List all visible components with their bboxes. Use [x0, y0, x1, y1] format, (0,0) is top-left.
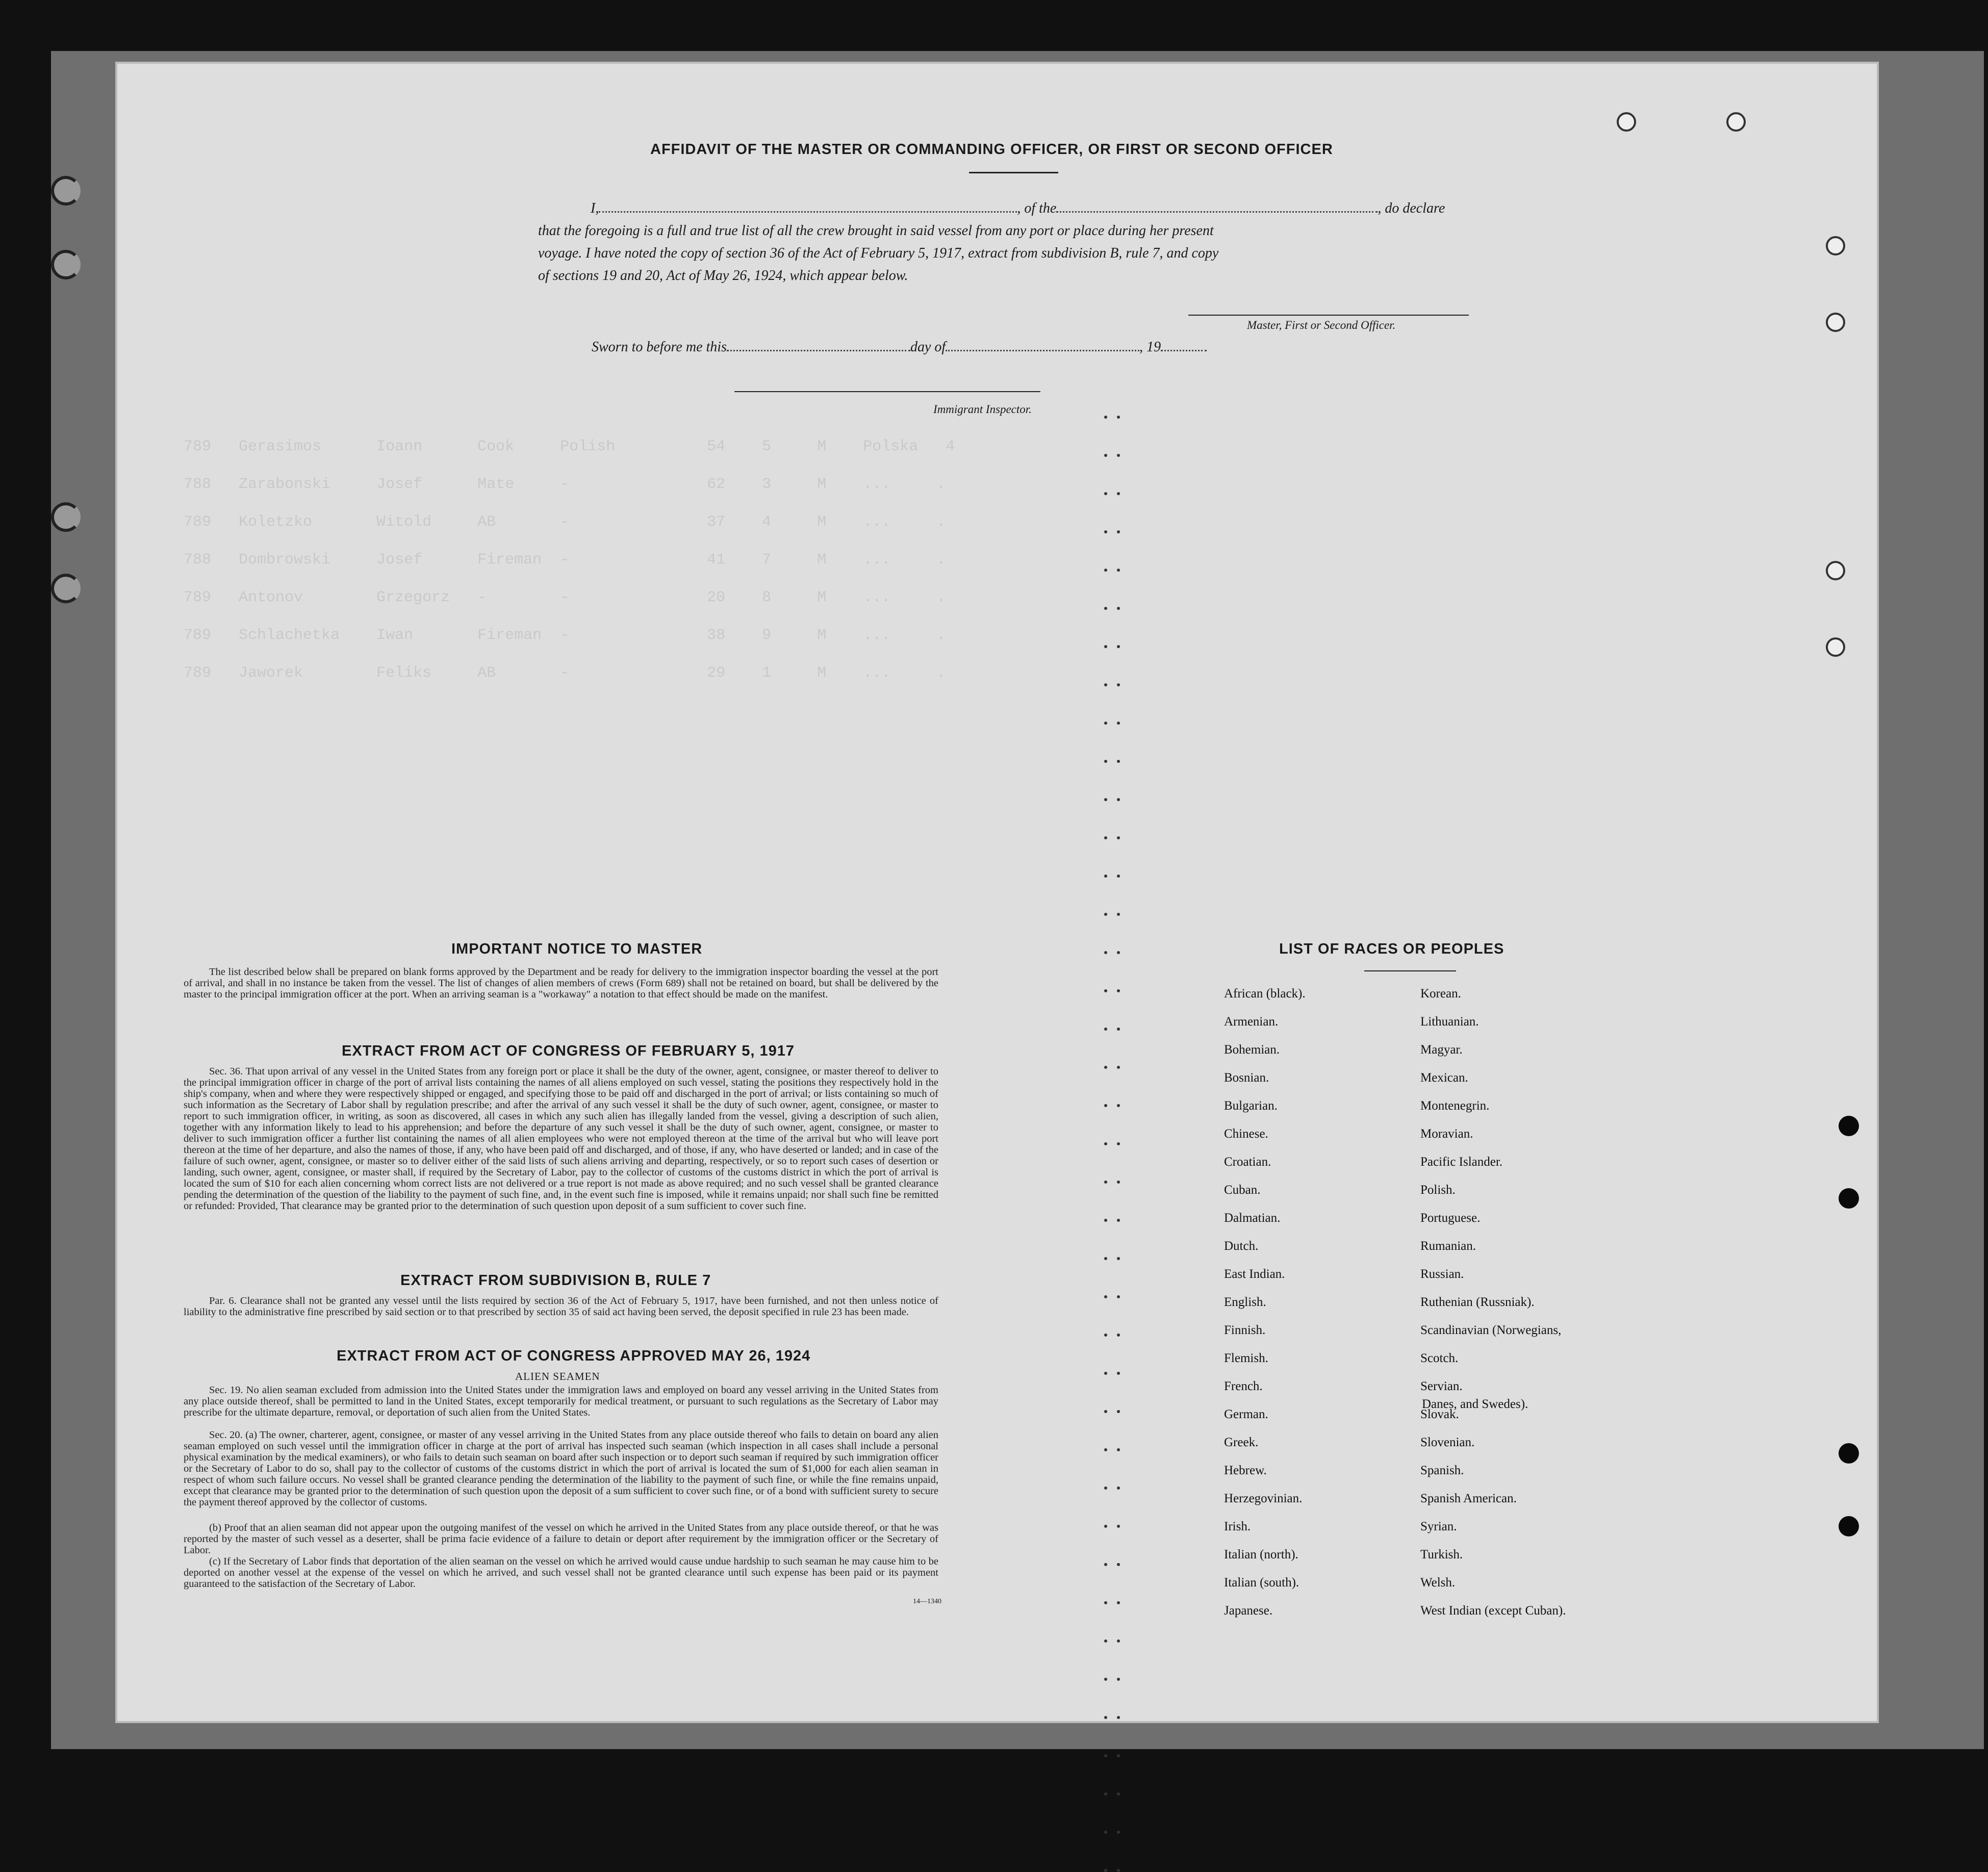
column-dot	[1117, 1181, 1120, 1184]
column-dot	[1104, 1372, 1107, 1375]
column-dot	[1117, 683, 1120, 686]
column-dot	[1117, 1716, 1120, 1719]
notice-text: The list described below shall be prepared on blank forms approved by the Department and be ready for delivery to the immigration inspector boarding the vessel at the port of arrival, and shall in no instance be taken from the vessel. The list of changes of alien members of crews (Form 689) shall not be retained on board, but shall be delivered by the master to the principal immigration officer at the port. When an arriving seaman is a "workaway" a notation to that effect should be made on the manifest.	[184, 966, 938, 1000]
column-dot	[1117, 1104, 1120, 1107]
column-dot	[1117, 454, 1120, 457]
column-dot	[1104, 1066, 1107, 1069]
race-item: Korean.	[1420, 987, 1461, 1001]
affidavit-line-3: voyage. I have noted the copy of section 36 of the Act of February 5, 1917, extract from subdivision B, rule 7, and copy	[538, 245, 1219, 261]
column-dot	[1117, 1372, 1120, 1375]
column-dot	[1104, 989, 1107, 992]
sworn-day-of: day of	[910, 339, 946, 355]
race-item: Turkish.	[1420, 1548, 1463, 1561]
column-dot	[1104, 1792, 1107, 1796]
column-dot	[1104, 1716, 1107, 1719]
extract-rule7-title: EXTRACT FROM SUBDIVISION B, RULE 7	[400, 1272, 711, 1289]
column-dot	[1117, 760, 1120, 763]
binder-clip	[51, 176, 81, 206]
binder-clip	[51, 502, 81, 532]
column-dot	[1104, 1831, 1107, 1834]
punch-hole	[1726, 112, 1746, 132]
column-dot	[1117, 1601, 1120, 1604]
race-item: Hebrew.	[1224, 1464, 1267, 1477]
column-dot	[1117, 1639, 1120, 1643]
race-item: Slovak.	[1420, 1407, 1459, 1421]
race-item: Italian (south).	[1224, 1576, 1299, 1589]
punch-hole	[1826, 313, 1845, 332]
punch-hole	[1839, 1188, 1859, 1209]
extract-rule7-text: Par. 6. Clearance shall not be granted any vessel until the lists required by section 36 of the Act of February 5, 1917, have been furnished, and not then unless notice of liability to the administrative fine prescribed by said section or to that prescribed by section 35 of said act having been served, the deposit specified in rule 23 has been made.	[184, 1295, 938, 1318]
punch-hole	[1839, 1516, 1859, 1536]
race-item: English.	[1224, 1295, 1266, 1309]
punch-hole	[1617, 112, 1636, 132]
race-item: Slovenian.	[1420, 1435, 1475, 1449]
title-rule	[969, 172, 1058, 173]
race-item: Portuguese.	[1420, 1211, 1481, 1225]
column-dot	[1104, 1486, 1107, 1490]
race-item: Bosnian.	[1224, 1071, 1269, 1085]
race-item: Russian.	[1420, 1267, 1464, 1281]
affidavit-line-1	[591, 200, 1445, 217]
column-dot	[1104, 492, 1107, 495]
column-dot	[1117, 1754, 1120, 1757]
sec-20a-text: Sec. 20. (a) The owner, charterer, agent, consignee, or master of any vessel arriving in the United States from any place outside thereof who fails to detain on board any alien seaman employed on such vessel until the immigration officer in charge at the port of arrival has inspected such seaman (which inspection in all cases shall include a personal physical examination by the medical examiners), or who fails to detain such seaman on board after such inspection or to deport such seaman if required by such immigration officer or the Secretary of Labor to do so, shall pay to the collector of customs of the customs district in which the port of arrival is located the sum of $1,000 for each alien seaman in respect of whom such failure occurs. No vessel shall be granted clearance pending the determination of the liability to the payment of such fine, or while the fine remains unpaid, except that clearance may be granted prior to the determination of such question upon the deposit of a sum sufficient to cover such fine, or of a bond with sufficient surety to secure the payment thereof approved by the collector of customs.	[184, 1429, 938, 1508]
column-dot	[1117, 1295, 1120, 1298]
column-dot	[1117, 1831, 1120, 1834]
column-dot	[1117, 645, 1120, 648]
column-dot	[1104, 875, 1107, 878]
sworn-month-blank	[946, 350, 1139, 351]
race-item: Bohemian.	[1224, 1043, 1280, 1057]
signature-line	[1188, 315, 1469, 316]
column-dot	[1117, 1410, 1120, 1413]
extract-1917-text: Sec. 36. That upon arrival of any vessel in the United States from any foreign port or place it shall be the duty of the owner, agent, consignee, or master thereof to deliver to the principal immigration officer in charge of the port of arrival lists containing the names of all aliens employed on such vessel, stating the positions they respectively hold in the ship's company, when and where they were respectively shipped or engaged, and specifying those to be paid off and discharged in the port of arrival; or lists containing so much of such information as the Secretary of Labor shall by regulation prescribe; and after the arrival of any such vessel it shall be the duty of such owner, agent, consignee, or master to report to such immigration officer, in writing, as soon as discovered, all cases in which any such alien has illegally landed from the vessel, giving a description of such alien, together with any information likely to lead to his apprehension; and before the departure of any such vessel it shall be the duty of such owner, agent, consignee, or master to deliver to such immigration officer a further list containing the names of all alien employees who were not employed thereon at the time of the arrival but who will leave port thereon at the time of her departure, and also the names of those, if any, who have been paid off and discharged, and of those, if any, who have deserted or landed; and in case of the failure of such owner, agent, consignee, or master so to deliver either of the said lists of such aliens arriving and departing, respectively, or so to report such cases of desertion or landing, such owner, agent, consignee, or master shall, if required by the Secretary of Labor, pay to the collector of customs of the customs district in which the port of arrival is located the sum of $10 for each alien concerning whom correct lists are not delivered or a true report is not made as above required; and no such vessel shall be granted clearance pending the determination of the question of the liability to the payment of such fine, and, in the event such fine is imposed, while it remains unpaid; nor shall such fine be remitted or refunded: Provided, That clearance may be granted prior to the determination of such question upon deposit of a sum sufficient to cover such fine.	[184, 1066, 938, 1212]
notice-title: IMPORTANT NOTICE TO MASTER	[451, 941, 703, 957]
column-dot	[1104, 416, 1107, 419]
race-item: Chinese.	[1224, 1127, 1268, 1141]
race-item: French.	[1224, 1379, 1263, 1393]
column-dot	[1104, 1334, 1107, 1337]
race-item: Polish.	[1420, 1183, 1456, 1197]
column-dot	[1117, 569, 1120, 572]
race-item: Finnish.	[1224, 1323, 1266, 1337]
column-dot	[1117, 492, 1120, 495]
column-dot	[1104, 645, 1107, 648]
inspector-label: Immigrant Inspector.	[933, 403, 1032, 416]
column-dot	[1104, 454, 1107, 457]
sworn-day-blank	[727, 350, 910, 351]
column-dot	[1104, 1448, 1107, 1451]
column-dot	[1104, 1525, 1107, 1528]
race-item: Scandinavian (Norwegians,	[1420, 1323, 1562, 1337]
race-item: East Indian.	[1224, 1267, 1285, 1281]
column-dot	[1104, 760, 1107, 763]
race-item: Japanese.	[1224, 1604, 1273, 1618]
binder-clip	[51, 574, 81, 603]
column-dot	[1117, 1792, 1120, 1796]
races-title-rule	[1364, 970, 1456, 971]
column-dot	[1117, 1142, 1120, 1145]
column-dot	[1104, 1601, 1107, 1604]
column-dot	[1104, 1754, 1107, 1757]
column-dot	[1117, 836, 1120, 839]
punch-hole	[1839, 1443, 1859, 1464]
column-dot	[1117, 1563, 1120, 1566]
extract-1917-title: EXTRACT FROM ACT OF CONGRESS OF FEBRUARY 5, 1917	[342, 1043, 795, 1059]
inspector-signature-line	[734, 391, 1040, 392]
race-item: Dutch.	[1224, 1239, 1259, 1253]
race-item: German.	[1224, 1407, 1268, 1421]
race-item: West Indian (except Cuban).	[1420, 1604, 1566, 1618]
name-blank	[599, 211, 1017, 213]
column-dot	[1104, 1181, 1107, 1184]
extract-1924-title: EXTRACT FROM ACT OF CONGRESS APPROVED MAY 26, 1924	[337, 1348, 811, 1364]
column-dot	[1117, 1028, 1120, 1031]
column-dot	[1117, 989, 1120, 992]
column-dot	[1104, 836, 1107, 839]
punch-hole	[1826, 561, 1845, 580]
sworn-year: , 19	[1139, 339, 1161, 355]
column-dot	[1104, 1257, 1107, 1260]
column-dot	[1117, 1486, 1120, 1490]
race-item: Scotch.	[1420, 1351, 1459, 1365]
column-dot	[1104, 569, 1107, 572]
binder-clip	[51, 250, 81, 279]
sec-20b-text: (b) Proof that an alien seaman did not appear upon the outgoing manifest of the vessel on which he arrived in the United States from any place outside thereof, or that he was reported by the master of such vessel as a deserter, shall be prima facie evidence of a failure to detain or deport after requirement by the immigration officer or the Secretary of Labor.	[184, 1522, 938, 1556]
sworn-year-blank	[1161, 350, 1207, 351]
column-dot	[1104, 530, 1107, 533]
sworn-prefix: Sworn to before me this	[592, 339, 727, 355]
column-dot	[1117, 913, 1120, 916]
column-dot	[1104, 951, 1107, 954]
race-item: Mexican.	[1420, 1071, 1468, 1085]
column-dot	[1104, 1142, 1107, 1145]
sec-20c-text: (c) If the Secretary of Labor finds that deportation of the alien seaman on the vessel on which he arrived would cause undue hardship to such seaman he may cause him to be deported on another vessel at the expense of the vessel on which he arrived, and such vessel shall not be granted clearance until such expense has been paid or its payment guaranteed to the satisfaction of the Secretary of Labor.	[184, 1556, 938, 1589]
column-dot	[1117, 1448, 1120, 1451]
race-item: Syrian.	[1420, 1520, 1457, 1533]
column-dot	[1117, 1257, 1120, 1260]
race-item: Lithuanian.	[1420, 1015, 1479, 1029]
column-dot	[1117, 798, 1120, 801]
race-item: Servian.	[1420, 1379, 1463, 1393]
race-item: Irish.	[1224, 1520, 1251, 1533]
race-item: Spanish American.	[1420, 1492, 1517, 1505]
race-item: Pacific Islander.	[1420, 1155, 1503, 1169]
race-item: Spanish.	[1420, 1464, 1464, 1477]
races-title: LIST OF RACES OR PEOPLES	[1279, 941, 1505, 957]
race-item: Bulgarian.	[1224, 1099, 1278, 1113]
affidavit-line-2: that the foregoing is a full and true list of all the crew brought in said vessel from any port or place during her present	[538, 223, 1214, 239]
race-item: Rumanian.	[1420, 1239, 1476, 1253]
form-number: 14—1340	[913, 1598, 941, 1605]
document-page	[117, 64, 1877, 1721]
race-item: Croatian.	[1224, 1155, 1271, 1169]
sec-19-text: Sec. 19. No alien seaman excluded from admission into the United States under the immigration laws and employed on board any vessel arriving in the United States from any place outside thereof, shall be permitted to land in the United States, except temporarily for medical treatment, or pursuant to such regulations as the Secretary of Labor may prescribe for the ultimate departure, removal, or deportation of such alien from the United States.	[184, 1384, 938, 1418]
race-item: Armenian.	[1224, 1015, 1279, 1029]
column-dot	[1117, 951, 1120, 954]
column-dot	[1117, 1334, 1120, 1337]
column-dot	[1104, 1028, 1107, 1031]
column-dot	[1117, 1869, 1120, 1872]
column-dot	[1104, 607, 1107, 610]
column-dot	[1104, 913, 1107, 916]
race-item: Cuban.	[1224, 1183, 1261, 1197]
column-dot	[1104, 1869, 1107, 1872]
column-dot	[1104, 683, 1107, 686]
sworn-line	[592, 339, 1207, 355]
bleed-through-text: 789 Gerasimos Ioann Cook Polish 54 5 M Polska 4 788 Zarabonski Josef Mate - 62 3 M ... . 789 Koletzko Witold AB - 37 4 M ... . 788 Dombrowski Josef Fireman - 41 7 M ... . 789 Antonov Grzegorz - - 20 8 M ... . 789 Schlachetka Iwan Fireman - 38 9 M ... . 789 Jaworek Feliks AB - 29 1 M ... .	[184, 438, 955, 682]
race-item: Moravian.	[1420, 1127, 1473, 1141]
column-dot	[1104, 722, 1107, 725]
column-dot	[1117, 530, 1120, 533]
vessel-blank	[1056, 211, 1378, 213]
column-dot	[1117, 1525, 1120, 1528]
affidavit-title: AFFIDAVIT OF THE MASTER OR COMMANDING OFFICER, OR FIRST OR SECOND OFFICER	[650, 141, 1333, 158]
race-item: Magyar.	[1420, 1043, 1463, 1057]
column-dot	[1104, 1410, 1107, 1413]
column-dot	[1104, 1295, 1107, 1298]
race-item: Ruthenian (Russniak).	[1420, 1295, 1535, 1309]
punch-hole	[1826, 637, 1845, 657]
punch-hole	[1826, 236, 1845, 255]
extract-1924-subtitle: ALIEN SEAMEN	[515, 1370, 600, 1382]
race-item: Greek.	[1224, 1435, 1259, 1449]
race-scandinavian-continued: Danes, and Swedes).	[1422, 1397, 1528, 1411]
affidavit-i: I,	[591, 200, 599, 216]
column-dot	[1117, 1066, 1120, 1069]
punch-hole	[1839, 1116, 1859, 1136]
column-dot	[1117, 1678, 1120, 1681]
race-item: Flemish.	[1224, 1351, 1268, 1365]
column-dot	[1104, 798, 1107, 801]
column-dot	[1117, 875, 1120, 878]
signature-label: Master, First or Second Officer.	[1247, 319, 1396, 331]
affidavit-line-4: of sections 19 and 20, Act of May 26, 1924, which appear below.	[538, 268, 908, 284]
affidavit-of-the: , of the	[1017, 200, 1057, 216]
column-dot	[1117, 607, 1120, 610]
race-item: Italian (north).	[1224, 1548, 1298, 1561]
race-item: Dalmatian.	[1224, 1211, 1281, 1225]
race-item: Herzegovinian.	[1224, 1492, 1303, 1505]
race-item: Welsh.	[1420, 1576, 1456, 1589]
column-dot	[1104, 1678, 1107, 1681]
column-dot	[1104, 1563, 1107, 1566]
column-dot	[1104, 1219, 1107, 1222]
race-item: African (black).	[1224, 987, 1306, 1001]
column-dot	[1104, 1639, 1107, 1643]
column-dot	[1117, 722, 1120, 725]
race-item: Montenegrin.	[1420, 1099, 1490, 1113]
column-dot	[1117, 1219, 1120, 1222]
column-dot	[1104, 1104, 1107, 1107]
affidavit-declare: , do declare	[1378, 200, 1445, 216]
column-dot	[1117, 416, 1120, 419]
